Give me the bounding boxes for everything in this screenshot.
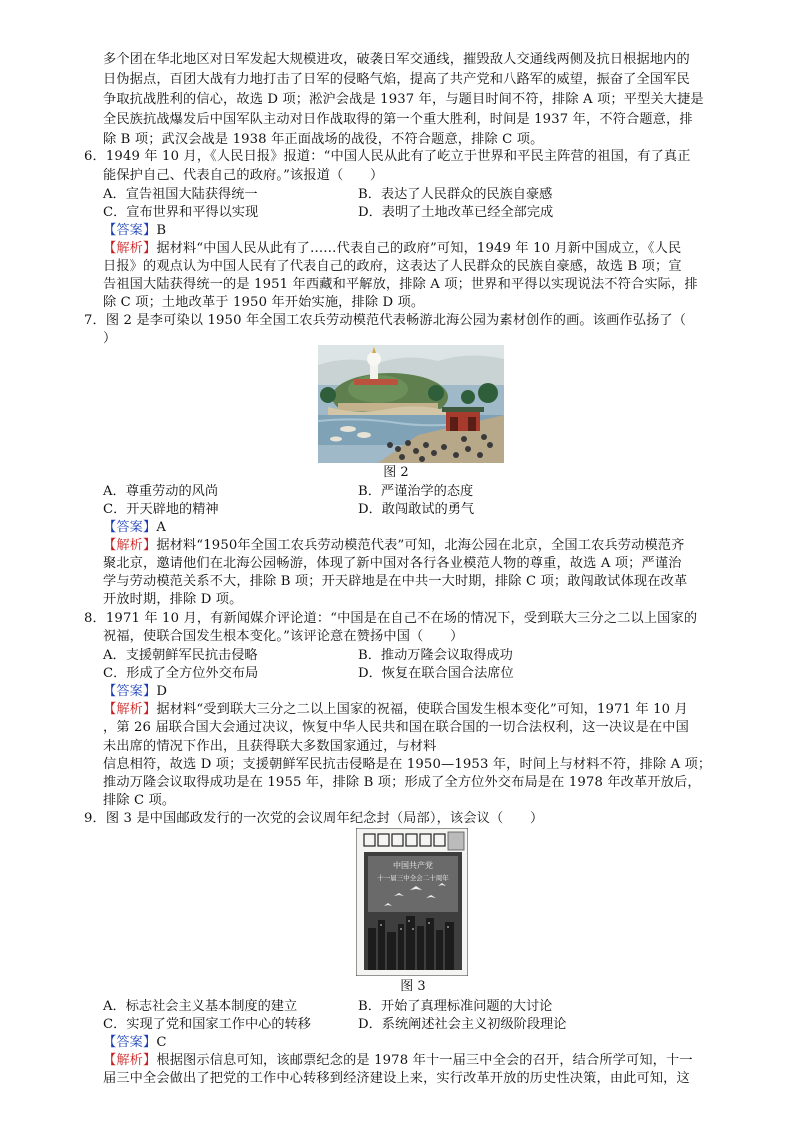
analysis-tag: 【解析】 — [103, 538, 157, 553]
q9-analysis-text-1: 根据图示信息可知，该邮票纪念的是 1978 年十一届三中全会的召开，结合所学可知，十一 — [156, 1053, 693, 1068]
q6-option-c: C．宣布世界和平得以实现 — [103, 205, 259, 220]
q6-option-b: B．表达了人民群众的民族自豪感 — [358, 187, 553, 202]
q6-stem-2: 能保护自己、代表自己的政府。”该报道（ ） — [103, 168, 384, 183]
figure-3-caption: 图 3 — [400, 979, 426, 994]
q8-analysis-4: 信息相符，故选 D 项；支援朝鲜军民抗击侵略是在 1950—1953 年，时间上与材料不符，排除 A 项； — [103, 757, 712, 772]
q7-stem-2: ） — [103, 331, 117, 346]
analysis-tag: 【解析】 — [103, 241, 157, 256]
q8-option-c: C．形成了全方位外交布局 — [103, 666, 259, 681]
q8-stem-1: 8．1971 年 10 月，有新闻媒介评论道：“中国是在自己不在场的情况下，受到联大三分之二以上国家的 — [84, 611, 698, 626]
intro-line-5: 除 B 项；武汉会战是 1938 年正面战场的战役，不符合题意，排除 C 项。 — [103, 132, 544, 147]
q6-stem-1: 6．1949 年 10 月，《人民日报》报道：“中国人民从此有了屹立于世界和平民主阵营的祖国，有了真正 — [84, 149, 691, 164]
q6-analysis-4: 除 C 项；土地改革于 1950 年开始实施，排除 D 项。 — [103, 295, 425, 310]
intro-line-3: 争取抗战胜利的信心，故选 D 项；淞沪会战是 1937 年，与题目时间不符，排除 A 项；平型关大捷是 — [103, 92, 704, 107]
answer-tag: 【答案】 — [103, 1035, 157, 1050]
beihai-park-painting — [318, 345, 504, 463]
q9-answer-value: C — [156, 1035, 167, 1050]
figure-2-painting — [318, 345, 504, 463]
q9-analysis-2: 届三中全会做出了把党的工作中心转移到经济建设上来，实行改革开放的历史性决策，由此可知，这 — [103, 1071, 690, 1086]
cover-text-line-2: 十一届三中全会二十周年 — [377, 874, 449, 882]
q6-answer-value: B — [156, 223, 167, 238]
q6-analysis-2: 日报》的观点认为中国人民有了代表自己的政府，这表达了人民群众的民族自豪感，故选 B 项；宣 — [103, 259, 682, 274]
q7-option-b: B．严谨治学的态度 — [358, 484, 474, 499]
q8-analysis-6: 排除 C 项。 — [103, 793, 176, 808]
q9-stem-1: 9．图 3 是中国邮政发行的一次党的会议周年纪念封（局部），该会议（ ） — [84, 811, 544, 826]
q8-option-a: A．支援朝鲜军民抗击侵略 — [103, 648, 258, 663]
answer-tag: 【答案】 — [103, 684, 157, 699]
q7-option-c: C．开天辟地的精神 — [103, 502, 219, 517]
figure-3-commemorative-cover — [356, 828, 468, 976]
q7-analysis-2: 聚北京，邀请他们在北海公园畅游，体现了新中国对各行各业模范人物的尊重，故选 A 项；严谨治 — [103, 556, 682, 571]
answer-tag: 【答案】 — [103, 520, 157, 535]
intro-line-2: 日伪据点，百团大战有力地打击了日军的侵略气焰，提高了共产党和八路军的威望，振奋了全国军民 — [103, 72, 690, 87]
q8-answer-value: D — [156, 684, 168, 699]
q8-stem-2: 祝福，使联合国发生根本变化。”该评论意在赞扬中国（ ） — [103, 629, 464, 644]
q7-analysis-3: 学与劳动模范关系不大，排除 B 项；开天辟地是在中共一大时期，排除 C 项；敢闯敢试体现在改革 — [103, 574, 688, 589]
q8-analysis-text-1: 据材料“受到联大三分之二以上国家的祝福，使联合国发生根本变化”可知，1971 年 10 月 — [156, 702, 688, 717]
answer-tag: 【答案】 — [103, 223, 157, 238]
q8-analysis-1 — [103, 700, 688, 719]
q9-option-a: A．标志社会主义基本制度的建立 — [103, 999, 298, 1014]
q7-analysis-text-1: 据材料“1950年全国工农兵劳动模范代表”可知，北海公园在北京，全国工农兵劳动模范齐 — [156, 538, 685, 553]
q7-analysis-1 — [103, 536, 684, 555]
intro-line-1: 多个团在华北地区对日军发起大规模进攻，破袭日军交通线，摧毁敌人交通线两侧及抗日根据地内的 — [103, 52, 690, 67]
q6-option-a: A．宣告祖国大陆获得统一 — [103, 187, 258, 202]
q9-option-c: C．实现了党和国家工作中心的转移 — [103, 1017, 311, 1032]
q7-stem-1: 7．图 2 是李可染以 1950 年全国工农兵劳动模范代表畅游北海公园为素材创作的画。该画作弘扬了（ — [84, 313, 687, 328]
q7-answer-value: A — [156, 520, 167, 535]
q6-answer — [103, 221, 166, 240]
q8-option-d: D．恢复在联合国合法席位 — [358, 666, 514, 681]
q8-analysis-5: 推动万隆会议取得成功是在 1955 年，排除 B 项；形成了全方位外交布局是在 1978 年改革开放后， — [103, 775, 701, 790]
q8-answer — [103, 682, 167, 701]
commemorative-cover-image — [356, 828, 468, 976]
q8-analysis-3: 未出席的情况下作出，且获得联大多数国家通过，与材料 — [103, 739, 437, 754]
q7-option-d: D．敢闯敢试的勇气 — [358, 502, 475, 517]
cover-text-line-1: 中国共产党 — [393, 861, 433, 870]
q7-analysis-4: 开放时期，排除 D 项。 — [103, 592, 243, 607]
analysis-tag: 【解析】 — [103, 1053, 157, 1068]
intro-line-4: 全民族抗战爆发后中国军队主动对日作战取得的第一个重大胜利，时间是 1937 年，不符合题意，排 — [103, 112, 693, 127]
q8-analysis-2: ，第 26 届联合国大会通过决议，恢复中华人民共和国在联合国的一切合法权利，这一决议是在中国 — [103, 720, 689, 735]
q9-option-b: B．开始了真理标准问题的大讨论 — [358, 999, 553, 1014]
q8-option-b: B．推动万隆会议取得成功 — [358, 648, 513, 663]
analysis-tag: 【解析】 — [103, 702, 157, 717]
q9-answer — [103, 1033, 167, 1052]
q7-option-a: A．尊重劳动的风尚 — [103, 484, 219, 499]
q9-option-d: D．系统阐述社会主义初级阶段理论 — [358, 1017, 567, 1032]
q7-answer — [103, 518, 166, 537]
q9-analysis-1 — [103, 1051, 693, 1070]
q6-analysis-3: 告祖国大陆获得统一的是 1951 年西藏和平解放，排除 A 项；世界和平得以实现说法不符合实际，排 — [103, 277, 698, 292]
q6-analysis-1 — [103, 239, 681, 258]
q6-analysis-text-1: 据材料“中国人民从此有了……代表自己的政府”可知，1949 年 10 月新中国成立，《人民 — [156, 241, 682, 256]
q6-option-d: D．表明了土地改革已经全部完成 — [358, 205, 554, 220]
figure-2-caption: 图 2 — [383, 465, 409, 480]
